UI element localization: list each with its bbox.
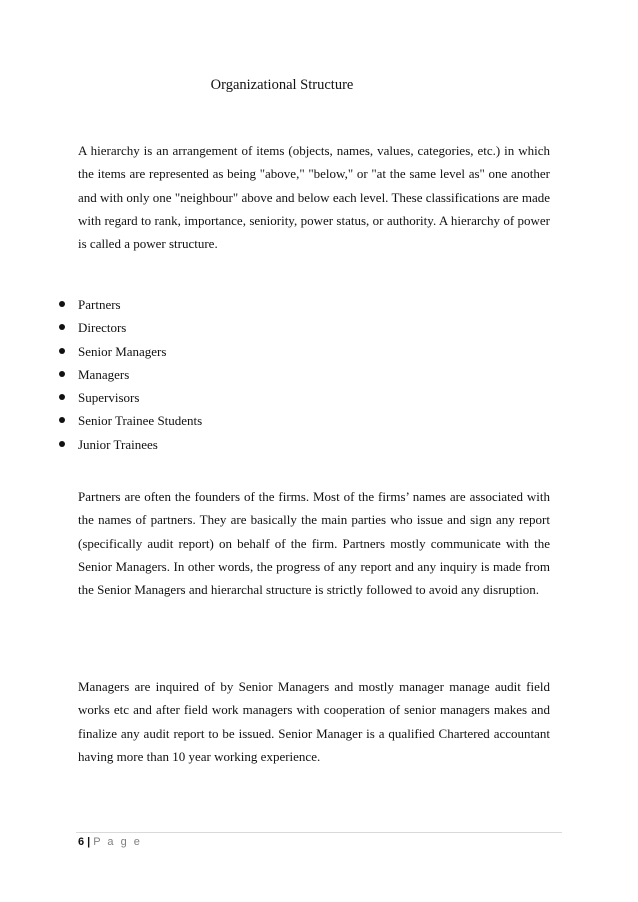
page-title-text: Organizational Structure [210, 77, 354, 93]
bullet-icon [59, 301, 65, 307]
footer-separator: | [87, 836, 91, 848]
bullet-icon [59, 348, 65, 354]
footer-divider [76, 832, 562, 833]
partners-paragraph: Partners are often the founders of the firms. Most of the firms’ names are associated with the names of partners. They are basically the main parties who issue and sign any report (specifically audit report) on behalf of the firm. Partners mostly communicate with the Senior Managers. In other words, the progress of any report and any inquiry is made from the Senior Managers and hierarchal structure is strictly followed to avoid any disruption. [78, 489, 550, 598]
bullet-icon [59, 417, 65, 423]
page-number: 6 [78, 836, 85, 848]
document-page: Organizational Structure A hierarchy is an arrangement of items (objects, names, values, categories, etc.) in which the items are represented as being "above," "below," or "at the same level as" one another and with only one "neighbour" above and below each level. These classifications are made with regard to rank, importance, seniority, power status, or authority. A hierarchy of power is called a power structure. Partners Directors Senior Managers Managers Supervisors Senior Trainee Students Junior Trainees Partners are often the founders of the firms. Most of the firms’ names are associated with the names of partners. They are basically the main parties who issue and sign any report (specifically audit report) on behalf of the firm. Partners mostly communicate with the Senior Managers. In other words, the progress of any report and any inquiry is made from the Senior Managers and hierarchal structure is strictly followed to avoid any disruption. Managers are inquired of by Senior Managers and mostly manager manage audit field works etc and after field work managers with cooperation of senior managers makes and finalize any audit report to be issued. Senior Manager is a qualified Chartered accountant having more than 10 year working experience. 6 | P a g e [0, 0, 638, 902]
bullet-icon [59, 324, 65, 330]
bullet-icon [59, 394, 65, 400]
bullet-icon [59, 441, 65, 447]
page-title [0, 77, 638, 94]
page-label: P a g e [93, 836, 142, 848]
managers-paragraph: Managers are inquired of by Senior Managers and mostly manager manage audit field works etc and after field work managers with cooperation of senior managers makes and finalize any audit report to be issued. Senior Manager is a qualified Chartered accountant having more than 10 year working experience. [78, 679, 550, 764]
bullet-icon [59, 371, 65, 377]
intro-paragraph: A hierarchy is an arrangement of items (objects, names, values, categories, etc.) in which the items are represented as being "above," "below," or "at the same level as" one another and with only one "neighbour" above and below each level. These classifications are made with regard to rank, importance, seniority, power status, or authority. A hierarchy of power is called a power structure. [78, 143, 550, 252]
page-footer [78, 836, 142, 848]
